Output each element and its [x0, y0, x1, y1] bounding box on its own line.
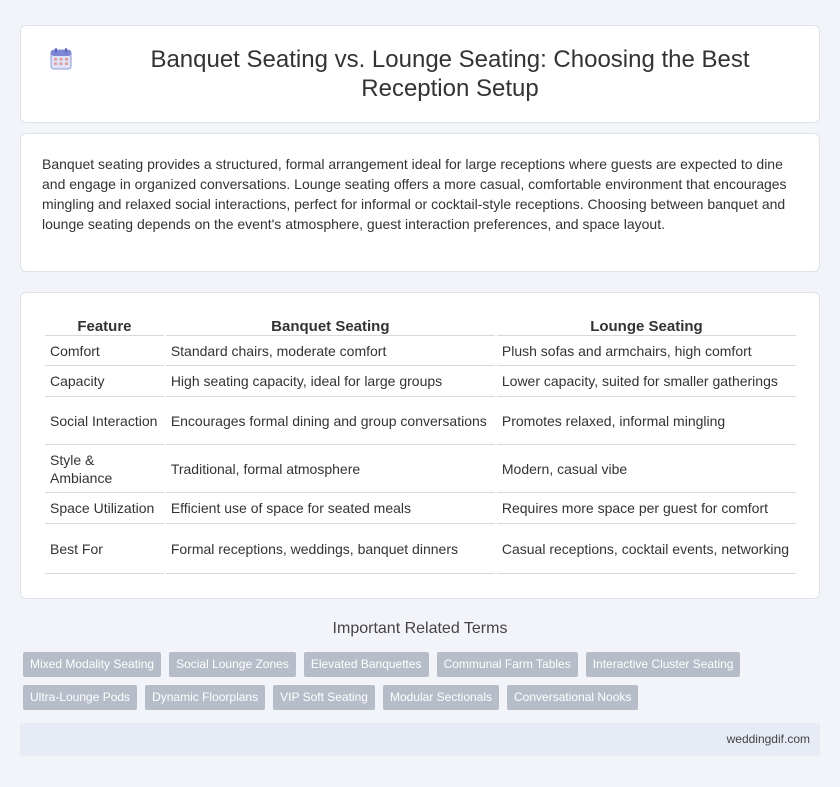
banquet-cell: Encourages formal dining and group conversations	[166, 397, 495, 445]
intro-card	[20, 133, 820, 272]
feature-cell: Comfort	[45, 336, 164, 366]
tag-modular-sectionals[interactable]: Modular Sectionals	[383, 685, 499, 710]
lounge-cell: Modern, casual vibe	[497, 445, 796, 493]
comparison-card	[20, 292, 820, 599]
related-terms-title: Important Related Terms	[332, 620, 508, 637]
header-feature: Feature	[45, 315, 164, 336]
tag-dynamic-floorplans[interactable]: Dynamic Floorplans	[145, 685, 265, 710]
lounge-cell: Lower capacity, suited for smaller gatherings	[497, 366, 796, 397]
tag-elevated-banquettes[interactable]: Elevated Banquettes	[304, 652, 429, 677]
tag-ultra-lounge-pods[interactable]: Ultra-Lounge Pods	[23, 685, 137, 710]
tag-conversational-nooks[interactable]: Conversational Nooks	[507, 685, 638, 710]
table-row	[45, 366, 796, 397]
intro-paragraph: Banquet seating provides a structured, formal arrangement ideal for large receptions where guests are expected to dine and engage in organized conversations. Lounge seating offers a more casual, comfortable environment that encourages mingling and relaxed social interactions, perfect for informal or cocktail-style receptions. Choosing between banquet and lounge seating depends on the event's atmosphere, guest interaction preferences, and space layout.	[42, 156, 787, 232]
banquet-cell: Efficient use of space for seated meals	[166, 493, 495, 524]
feature-cell: Space Utilization	[45, 493, 164, 524]
banquet-cell: Formal receptions, weddings, banquet dinners	[166, 524, 495, 574]
tag-interactive-cluster-seating[interactable]: Interactive Cluster Seating	[586, 652, 741, 677]
header-lounge: Lounge Seating	[497, 315, 796, 336]
feature-cell: Style & Ambiance	[45, 445, 164, 493]
table-row	[45, 336, 796, 366]
comparison-table	[43, 315, 798, 574]
title-card	[20, 25, 820, 123]
tag-social-lounge-zones[interactable]: Social Lounge Zones	[169, 652, 296, 677]
banquet-cell: Traditional, formal atmosphere	[166, 445, 495, 493]
banquet-cell: Standard chairs, moderate comfort	[166, 336, 495, 366]
feature-cell: Best For	[45, 524, 164, 574]
lounge-cell: Promotes relaxed, informal mingling	[497, 397, 796, 445]
tag-vip-soft-seating[interactable]: VIP Soft Seating	[273, 685, 375, 710]
related-terms	[23, 652, 823, 718]
table-row	[45, 445, 796, 493]
feature-cell: Social Interaction	[45, 397, 164, 445]
lounge-cell: Casual receptions, cocktail events, networking	[497, 524, 796, 574]
feature-cell: Capacity	[45, 366, 164, 397]
header-banquet: Banquet Seating	[166, 315, 495, 336]
tag-communal-farm-tables[interactable]: Communal Farm Tables	[437, 652, 578, 677]
page-title: Banquet Seating vs. Lounge Seating: Choosing the Best Reception Setup	[150, 46, 750, 102]
lounge-cell: Requires more space per guest for comfort	[497, 493, 796, 524]
tag-row	[23, 652, 823, 677]
table-header-row	[45, 315, 796, 336]
tag-row	[23, 685, 823, 710]
table-row	[45, 493, 796, 524]
footer	[20, 723, 820, 756]
footer-site: weddingdif.com	[726, 732, 810, 746]
table-row	[45, 397, 796, 445]
banquet-cell: High seating capacity, ideal for large groups	[166, 366, 495, 397]
lounge-cell: Plush sofas and armchairs, high comfort	[497, 336, 796, 366]
tag-mixed-modality-seating[interactable]: Mixed Modality Seating	[23, 652, 161, 677]
table-row	[45, 524, 796, 574]
